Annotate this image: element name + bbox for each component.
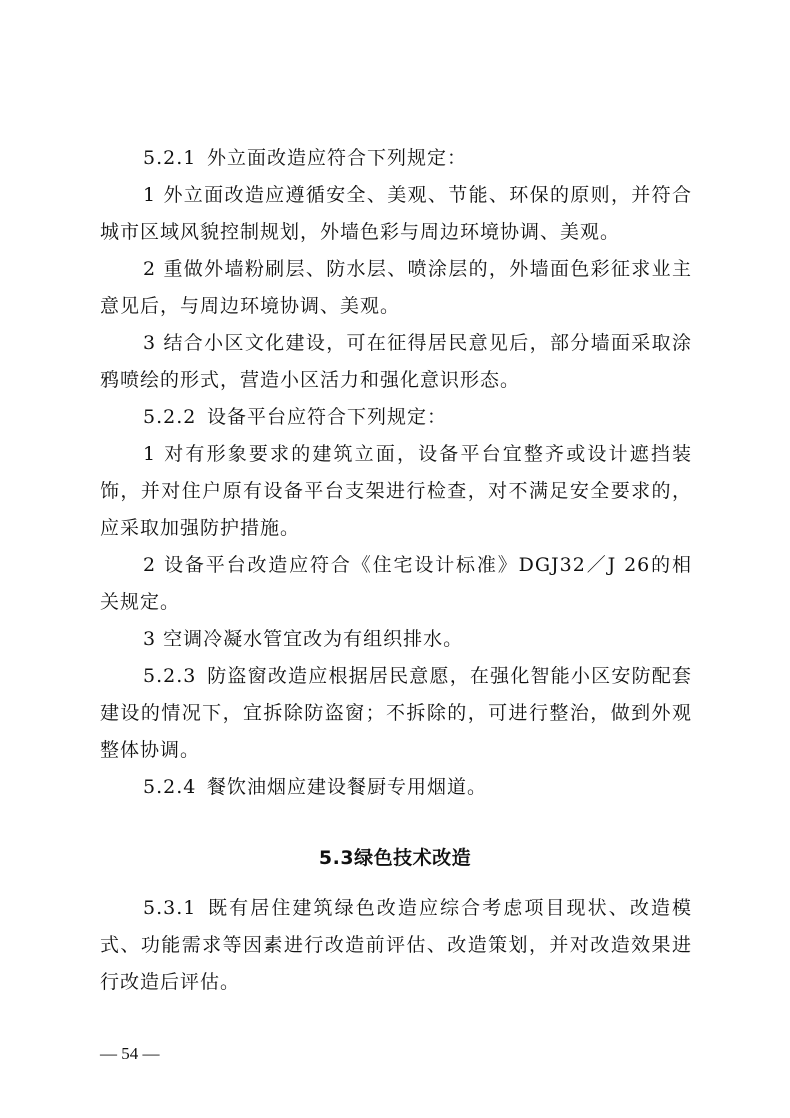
- clause-5-2-1: [100, 140, 692, 177]
- clause-number: 5.2.1: [143, 147, 197, 169]
- item-text: 1 对有形象要求的建筑立面，设备平台宜整齐或设计遮挡装饰，并对住户原有设备平台支架进行检查，对不满足安全要求的，应采取加强防护措施。: [100, 443, 692, 539]
- clause-number: 5.2.2: [143, 406, 197, 428]
- clause-5-2-2: [100, 399, 692, 436]
- clause-number: 5.3.1: [143, 897, 197, 919]
- clause-number: 5.2.4: [143, 776, 197, 798]
- item-text: 2 重做外墙粉刷层、防水层、喷涂层的，外墙面色彩征求业主意见后，与周边环境协调、美观。: [100, 258, 692, 317]
- item-5-2-2-3: [100, 621, 692, 658]
- clause-text: 设备平台应符合下列规定：: [207, 406, 448, 428]
- item-text: 2 设备平台改造应符合《住宅设计标准》DGJ32／J 26的相关规定。: [100, 554, 692, 613]
- item-text: 3 空调冷凝水管宜改为有组织排水。: [143, 628, 464, 650]
- item-5-2-1-1: [100, 177, 692, 251]
- clause-number: 5.2.3: [143, 665, 197, 687]
- item-5-2-1-2: [100, 251, 692, 325]
- clause-text: 防盗窗改造应根据居民意愿，在强化智能小区安防配套建设的情况下，宜拆除防盗窗；不拆除的，可进行整治，做到外观整体协调。: [100, 665, 692, 761]
- page-number: — 54 —: [100, 1044, 160, 1063]
- item-5-2-2-2: [100, 547, 692, 621]
- section-heading: 5.3绿色技术改造: [318, 847, 472, 869]
- clause-text: 餐饮油烟应建设餐厨专用烟道。: [207, 776, 488, 798]
- clause-text: 外立面改造应符合下列规定：: [207, 147, 468, 169]
- clause-5-3-1: [100, 890, 692, 1001]
- item-text: 1 外立面改造应遵循安全、美观、节能、环保的原则，并符合城市区域风貌控制规划，外墙色彩与周边环境协调、美观。: [100, 184, 692, 243]
- clause-5-2-3: [100, 658, 692, 769]
- item-5-2-1-3: [100, 325, 692, 399]
- clause-5-2-4: [100, 769, 692, 806]
- clause-text: 既有居住建筑绿色改造应综合考虑项目现状、改造模式、功能需求等因素进行改造前评估、改造策划，并对改造效果进行改造后评估。: [100, 897, 692, 993]
- item-text: 3 结合小区文化建设，可在征得居民意见后，部分墙面采取涂鸦喷绘的形式，营造小区活力和强化意识形态。: [100, 332, 692, 391]
- item-5-2-2-1: [100, 436, 692, 547]
